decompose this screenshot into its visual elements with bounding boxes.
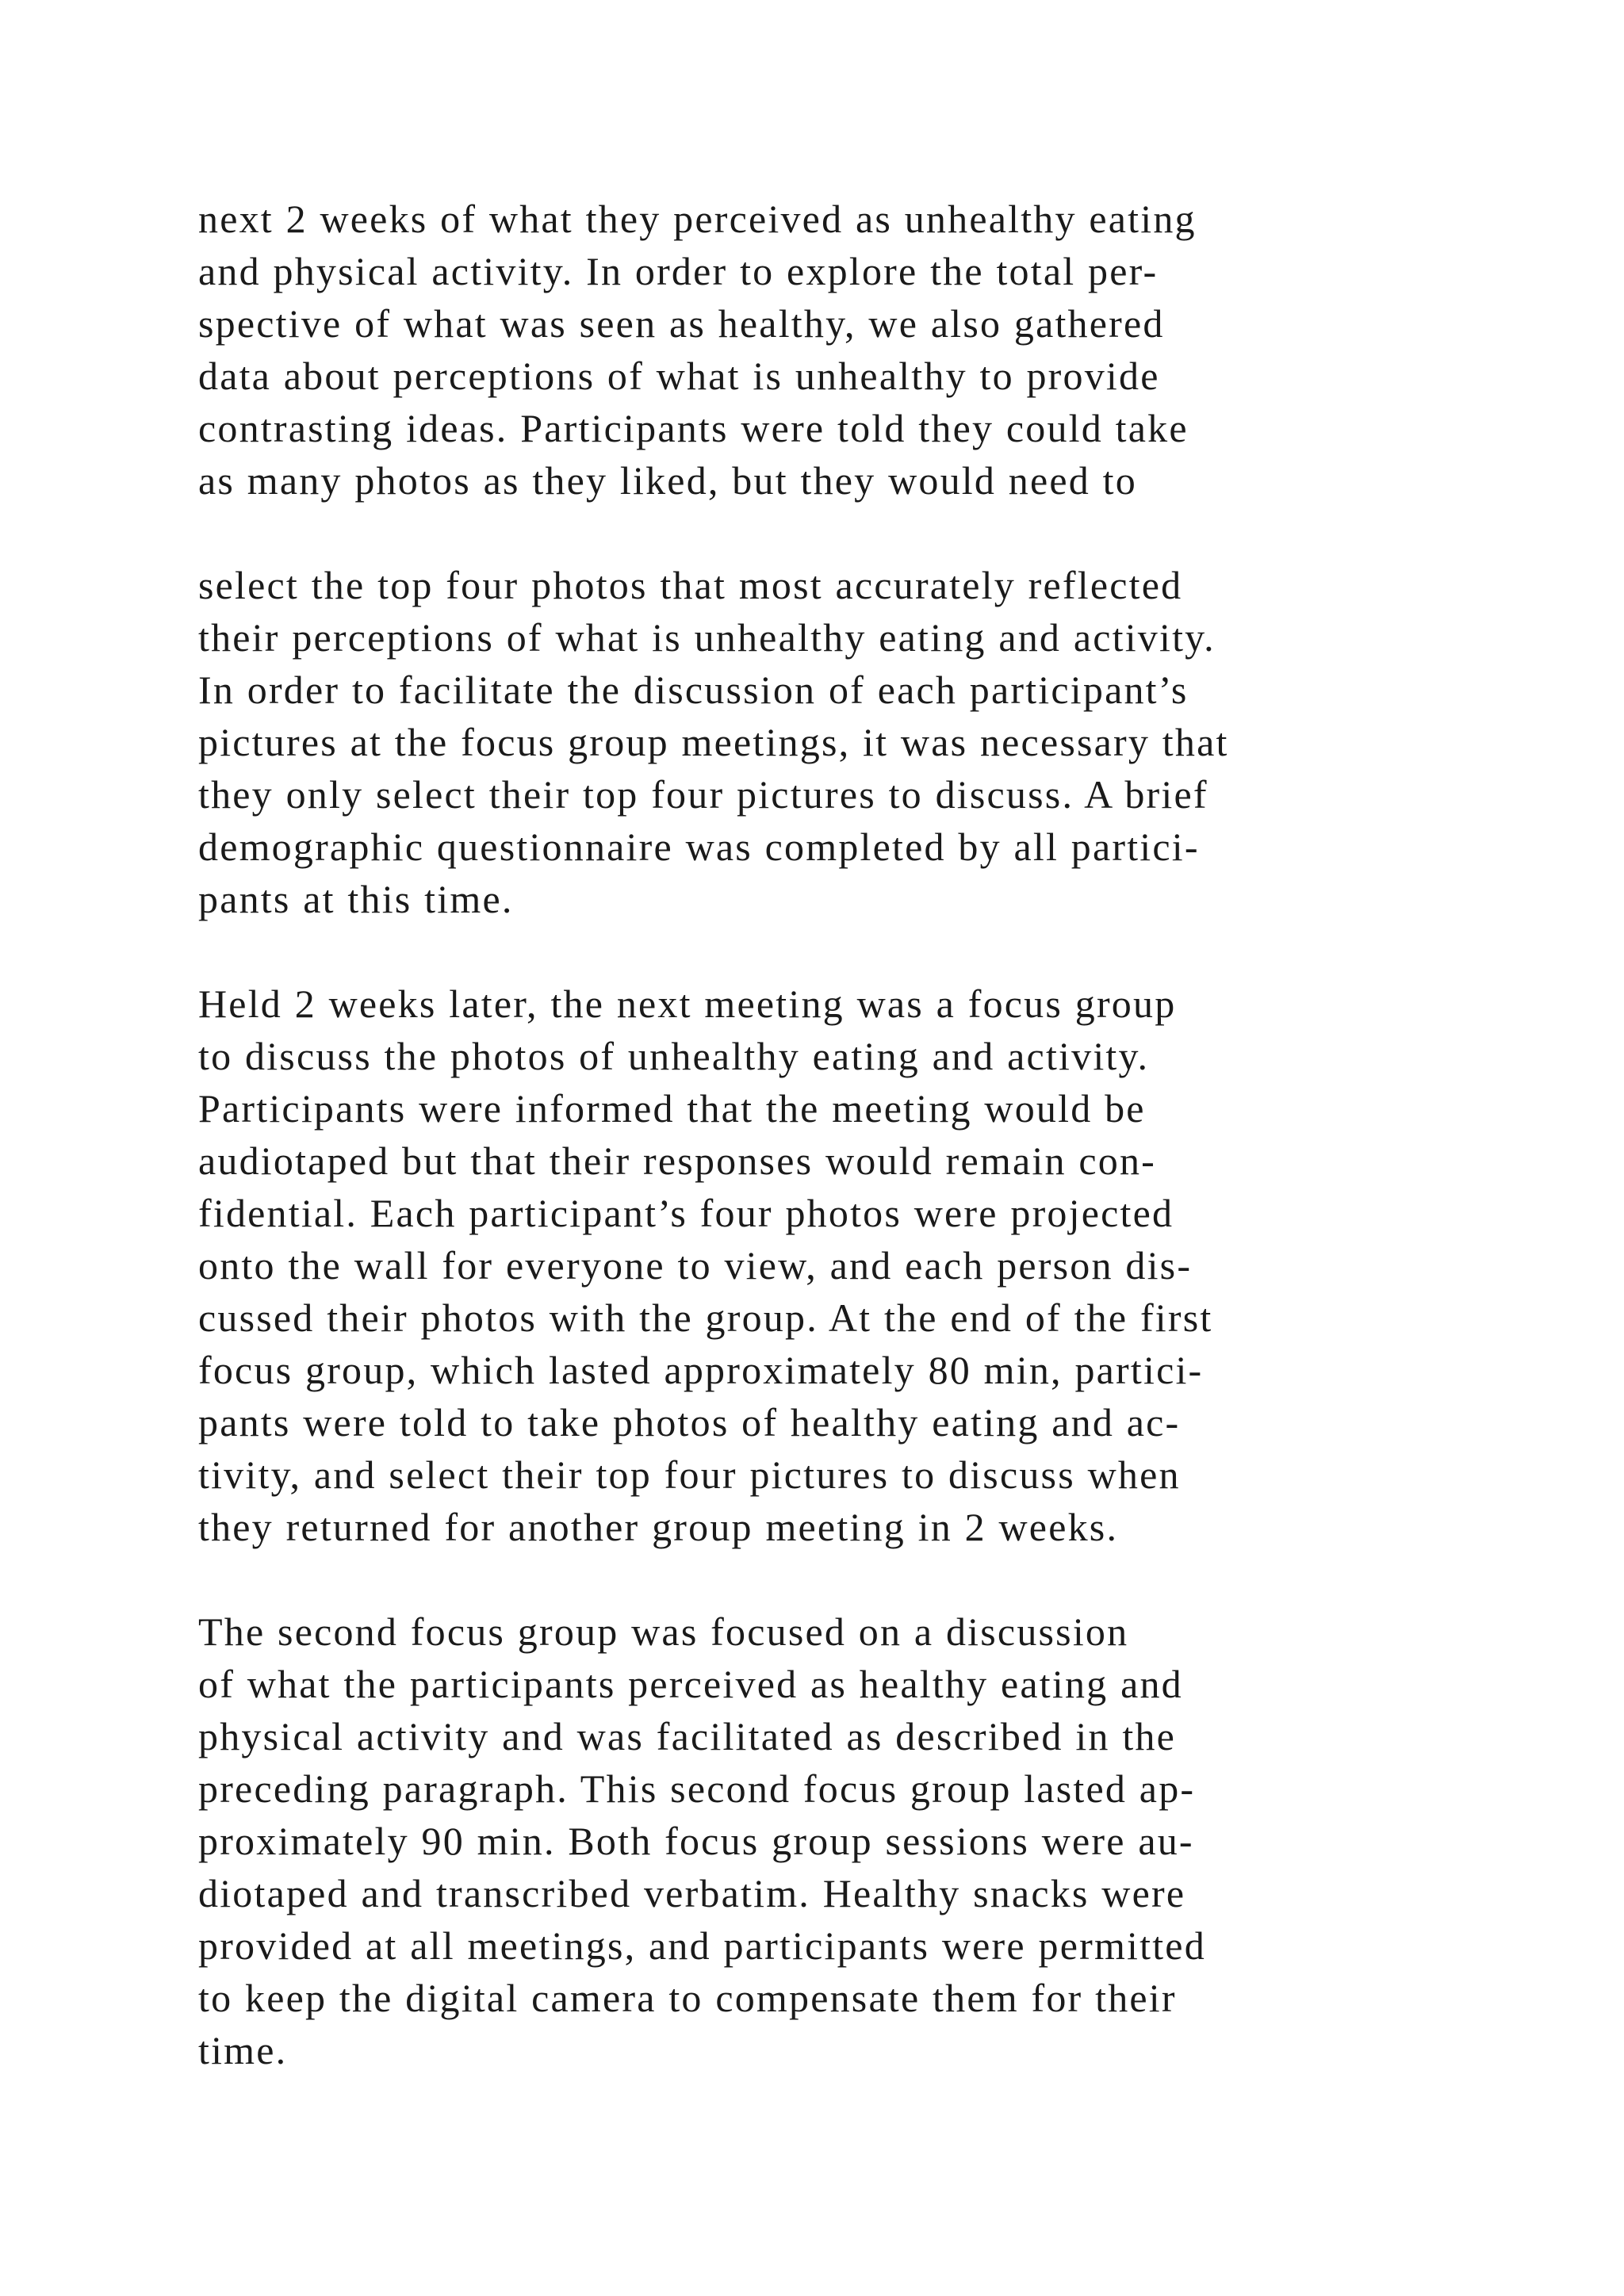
text-line: onto the wall for everyone to view, and each person dis- <box>198 1243 1193 1288</box>
text-line: as many photos as they liked, but they would need to <box>198 458 1137 503</box>
text-line: select the top four photos that most accurately reflected <box>198 563 1183 607</box>
text-line: preceding paragraph. This second focus group lasted ap- <box>198 1766 1196 1811</box>
text-line: next 2 weeks of what they perceived as unhealthy eating <box>198 197 1197 241</box>
text-line: physical activity and was facilitated as described in the <box>198 1714 1177 1758</box>
text-line: The second focus group was focused on a discussion <box>198 1609 1129 1654</box>
text-line: proximately 90 min. Both focus group sessions were au- <box>198 1819 1194 1863</box>
paragraph-4 <box>198 1605 1435 2076</box>
text-line: focus group, which lasted approximately 80 min, partici- <box>198 1348 1204 1392</box>
text-line: to keep the digital camera to compensate them for their <box>198 1976 1177 2020</box>
text-line: they returned for another group meeting in 2 weeks. <box>198 1505 1119 1549</box>
text-line: Participants were informed that the meeting would be <box>198 1086 1146 1131</box>
paragraph-1 <box>198 193 1435 507</box>
text-line: they only select their top four pictures to discuss. A brief <box>198 772 1208 817</box>
text-line: data about perceptions of what is unhealthy to provide <box>198 354 1160 398</box>
text-line: their perceptions of what is unhealthy eating and activity. <box>198 615 1216 660</box>
text-line: cussed their photos with the group. At the end of the first <box>198 1295 1213 1340</box>
text-line: diotaped and transcribed verbatim. Healthy snacks were <box>198 1871 1186 1915</box>
text-line: fidential. Each participant’s four photos were projected <box>198 1191 1174 1235</box>
text-line: pictures at the focus group meetings, it was necessary that <box>198 720 1229 764</box>
text-line: In order to facilitate the discussion of each participant’s <box>198 668 1189 712</box>
text-line: demographic questionnaire was completed by all partici- <box>198 825 1200 869</box>
text-line: time. <box>198 2028 288 2072</box>
text-line: contrasting ideas. Participants were told they could take <box>198 406 1189 450</box>
text-line: to discuss the photos of unhealthy eating and activity. <box>198 1034 1150 1078</box>
text-line: tivity, and select their top four pictures to discuss when <box>198 1452 1181 1497</box>
text-line: and physical activity. In order to explore the total per- <box>198 249 1159 293</box>
text-line: Held 2 weeks later, the next meeting was a focus group <box>198 982 1177 1026</box>
text-line: audiotaped but that their responses would remain con- <box>198 1138 1157 1183</box>
text-line: pants were told to take photos of healthy eating and ac- <box>198 1400 1181 1445</box>
text-line: provided at all meetings, and participants were permitted <box>198 1923 1206 1968</box>
text-line: of what the participants perceived as healthy eating and <box>198 1662 1183 1706</box>
text-line: pants at this time. <box>198 877 514 921</box>
paragraph-2 <box>198 559 1435 925</box>
text-line: spective of what was seen as healthy, we also gathered <box>198 301 1165 346</box>
paragraph-3 <box>198 978 1435 1553</box>
body-text <box>198 193 1435 2076</box>
